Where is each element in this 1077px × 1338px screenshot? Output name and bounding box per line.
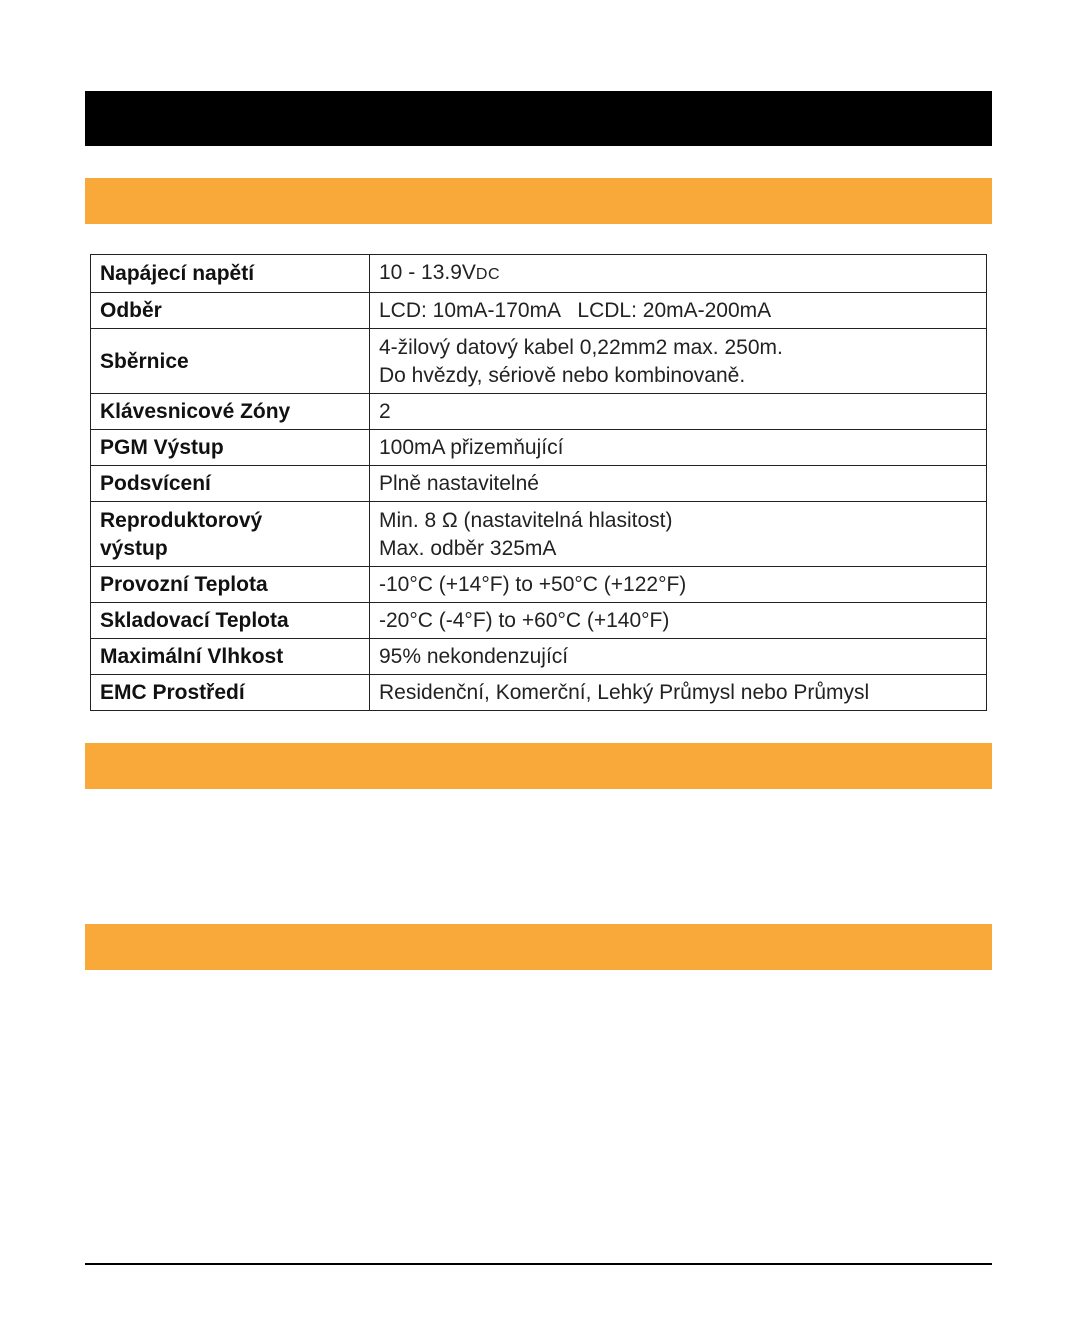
spec-value — [370, 675, 987, 711]
spec-value — [370, 430, 987, 466]
spec-value-text: 10 - 13.9V — [379, 261, 476, 284]
spec-value-text: LCD: 10mA-170mA LCDL: 20mA-200mA — [379, 299, 772, 322]
spec-value-subscript: DC — [475, 266, 501, 283]
spec-value-line-1: 4-žilový datový kabel 0,22mm2 max. 250m. — [379, 335, 783, 359]
table-row — [91, 329, 987, 394]
spec-label: PGM Výstup — [91, 430, 370, 466]
table-row — [91, 394, 987, 430]
spec-label: Podsvícení — [91, 466, 370, 502]
spec-value — [370, 293, 987, 329]
spec-label: Skladovací Teplota — [91, 603, 370, 639]
spec-label: Klávesnicové Zóny — [91, 394, 370, 430]
spec-value — [370, 394, 987, 430]
spec-value-text: 2 — [379, 400, 391, 423]
spec-label: Odběr — [91, 293, 370, 329]
title-bar — [85, 91, 992, 146]
spec-value-text: Plně nastavitelné — [379, 472, 539, 495]
table-row — [91, 255, 987, 293]
spec-value-line-2: Do hvězdy, sériově nebo kombinovaně. — [379, 363, 746, 387]
spec-value — [370, 466, 987, 502]
spec-value-text: -10°C (+14°F) to +50°C (+122°F) — [379, 573, 687, 596]
spec-label — [91, 502, 370, 567]
section-bar-specifications — [85, 178, 992, 224]
spec-label: Napájecí napětí — [91, 255, 370, 293]
spec-value-text: -20°C (-4°F) to +60°C (+140°F) — [379, 609, 670, 632]
table-row — [91, 293, 987, 329]
spec-value — [370, 502, 987, 567]
spec-value-line-1: Min. 8 Ω (nastavitelná hlasitost) — [379, 508, 673, 532]
spec-value-line-2: Max. odběr 325mA — [379, 536, 557, 560]
spec-label: Provozní Teplota — [91, 567, 370, 603]
spec-label-text: Reproduktorový výstup — [100, 508, 263, 560]
spec-value — [370, 639, 987, 675]
footer-divider — [85, 1263, 992, 1265]
spec-value — [370, 255, 987, 293]
spec-value-text: Residenční, Komerční, Lehký Průmysl nebo Průmysl — [379, 681, 870, 704]
section-bar-2 — [85, 743, 992, 789]
spec-label: Maximální Vlhkost — [91, 639, 370, 675]
section-bar-3 — [85, 924, 992, 970]
table-row — [91, 639, 987, 675]
table-row — [91, 567, 987, 603]
table-row — [91, 430, 987, 466]
spec-value — [370, 329, 987, 394]
table-row — [91, 675, 987, 711]
spec-label: Sběrnice — [91, 329, 370, 394]
spec-label: EMC Prostředí — [91, 675, 370, 711]
table-row — [91, 502, 987, 567]
spec-value-text: 100mA přizemňující — [379, 436, 564, 459]
table-row — [91, 466, 987, 502]
table-row — [91, 603, 987, 639]
spec-value — [370, 567, 987, 603]
spec-value — [370, 603, 987, 639]
specifications-table — [90, 254, 987, 711]
spec-value-text: 95% nekondenzující — [379, 645, 569, 668]
